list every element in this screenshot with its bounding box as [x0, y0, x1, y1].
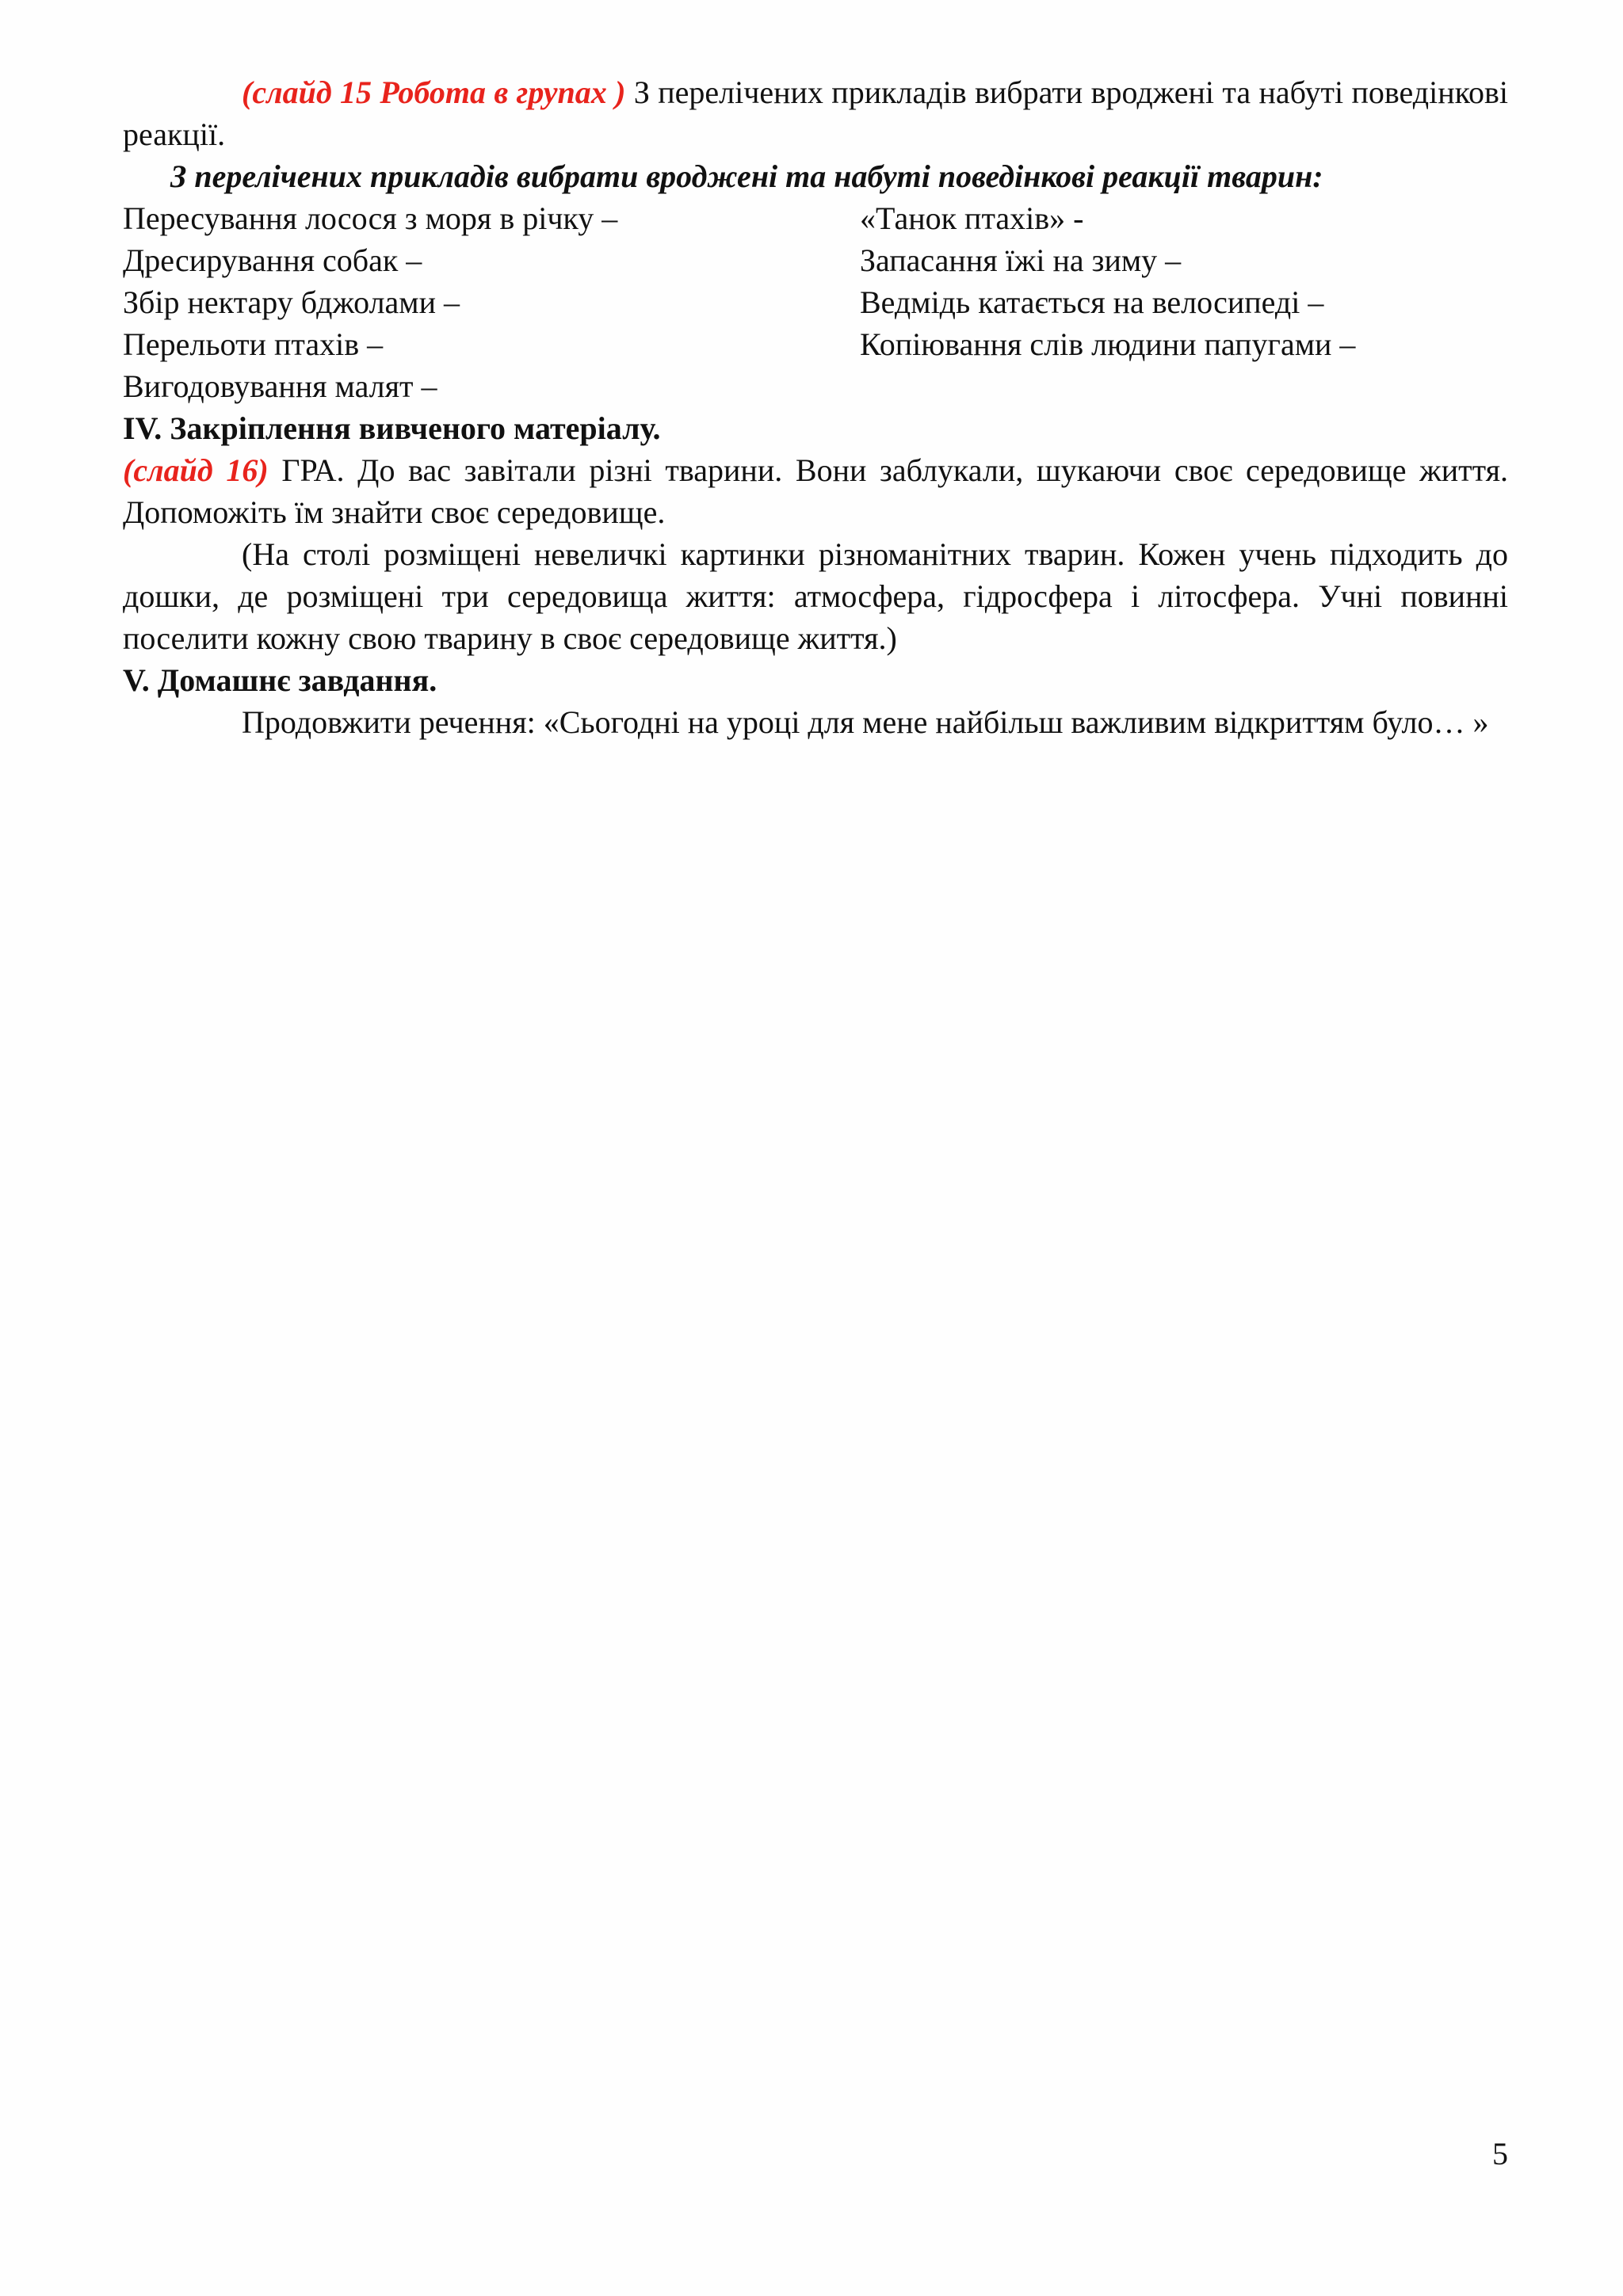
paragraph-game: [123, 449, 1508, 533]
example-item: Дресирування собак –: [123, 242, 422, 278]
example-item: Перельоти птахів –: [123, 326, 384, 362]
examples-list: [123, 197, 1508, 407]
document-page: [123, 71, 1508, 743]
section-5-heading: V. Домашнє завдання.: [123, 662, 437, 698]
group-work-text: З перелічених прикладів вибрати вроджені та набуті поведінкові реакції.: [123, 74, 1509, 152]
example-item: [860, 365, 1508, 407]
section-4-heading: IV. Закріплення вивченого матеріалу.: [123, 410, 661, 446]
example-item: Запасання їжі на зиму –: [860, 242, 1182, 278]
example-item: «Танок птахів» -: [860, 200, 1084, 236]
paragraph-group-work: [123, 71, 1508, 155]
example-item: Вигодовування малят –: [123, 368, 437, 404]
paragraph-game-note: (На столі розміщені невеличкі картинки різноманітних тварин. Кожен учень підходить до дошки, де розміщені три середовища життя: атмосфера, гідросфера і літосфера. Учні повинні поселити кожну свою тварину в своє середовище життя.): [123, 536, 1508, 656]
task-heading: З перелічених прикладів вибрати вроджені та набуті поведінкові реакції тварин:: [170, 158, 1323, 194]
example-item: Пересування лосося з моря в річку –: [123, 200, 618, 236]
game-text: ГРА. До вас завітали різні тварини. Вони заблукали, шукаючи своє середовище життя. Допоможіть їм знайти своє середовище.: [123, 452, 1509, 530]
page-number: 5: [1492, 2136, 1508, 2172]
slide-15-reference: (слайд 15 Робота в групах ): [242, 74, 626, 110]
slide-16-reference: (слайд 16): [123, 452, 269, 488]
example-item: Ведмідь катається на велосипеді –: [860, 284, 1324, 320]
example-item: Копіювання слів людини папугами –: [860, 326, 1356, 362]
paragraph-homework: Продовжити речення: «Сьогодні на уроці для мене найбільш важливим відкриттям було… »: [242, 704, 1489, 740]
example-item: Збір нектару бджолами –: [123, 284, 460, 320]
